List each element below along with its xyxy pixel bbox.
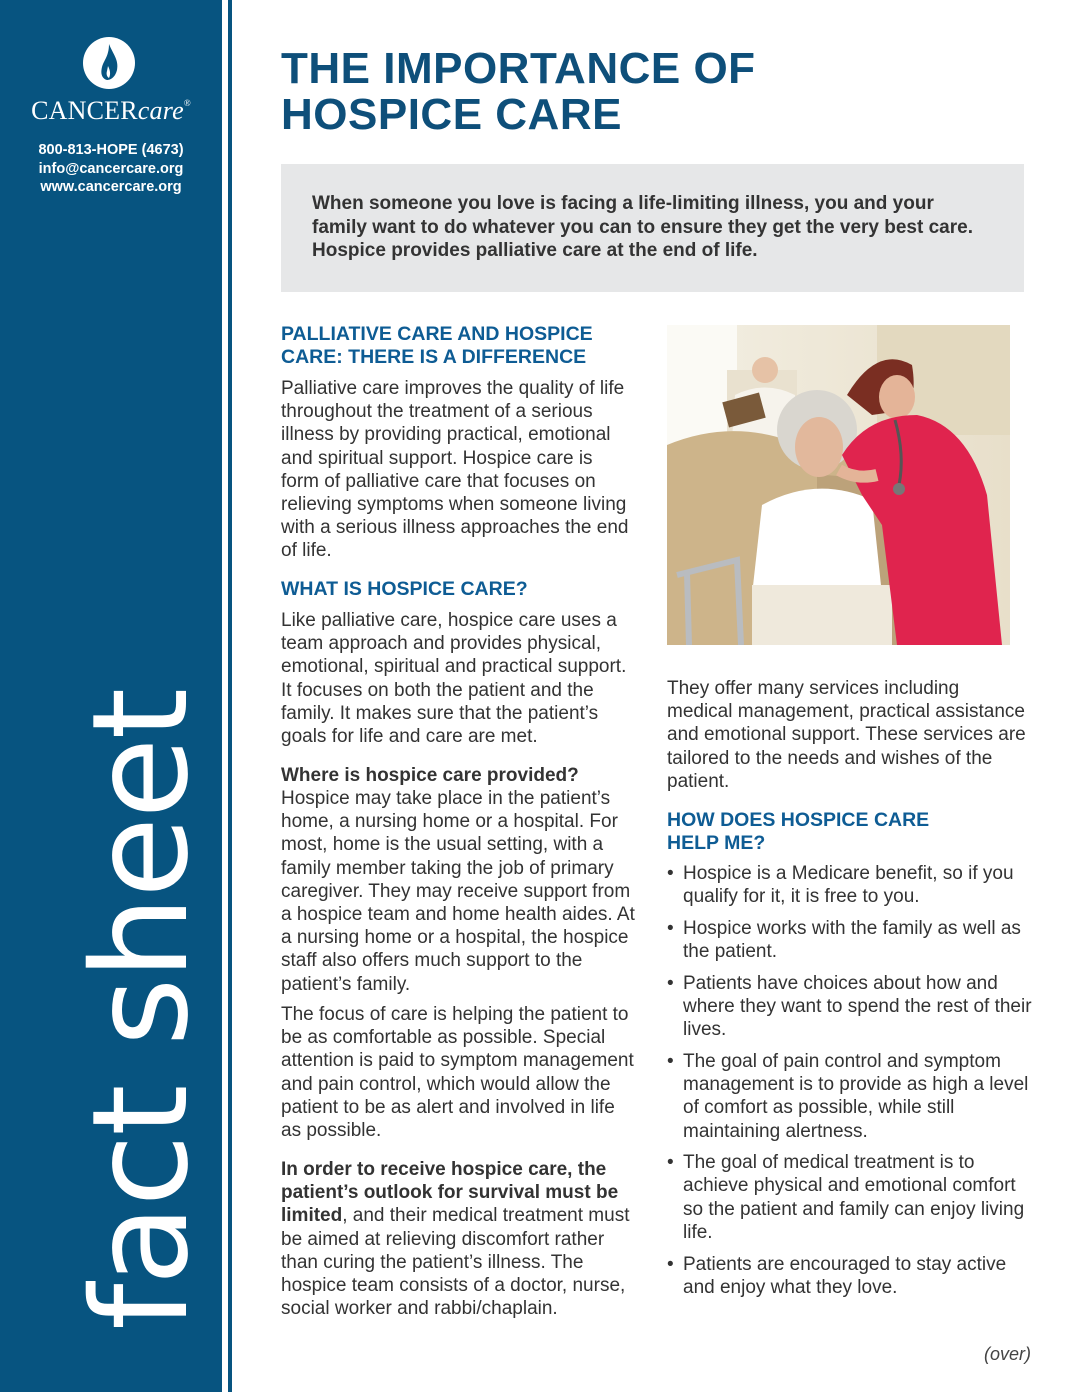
bullet-icon: • [667, 1152, 674, 1174]
flame-icon [82, 36, 136, 90]
heading-line: CARE: THERE IS A DIFFERENCE [281, 346, 587, 368]
sidebar-divider [228, 0, 232, 1392]
list-item-text: Hospice is a Medicare benefit, so if you qualify for it, it is free to you. [683, 863, 1014, 908]
list-item [667, 917, 1037, 963]
eligibility-body [281, 1158, 641, 1320]
intro-box [281, 164, 1024, 292]
heading-line: HELP ME? [667, 832, 766, 854]
intro-text: When someone you love is facing a life-limiting illness, you and your family want to do whatever you can to ensure they get the very best care. Hospice provides palliative care at the end of life. [312, 193, 973, 261]
where-body: Hospice may take place in the patient’s home, a nursing home or a hospital. For most, home is the usual setting, with a family member taking the job of primary caregiver. They may receive support from a hospice team and home health aides. At a nursing home or a hospital, the hospice staff also offers much support to the patient’s family. [281, 788, 635, 995]
bullet-icon: • [667, 917, 674, 939]
what-is-body: Like palliative care, hospice care uses a team approach and provides physical, emotional, spiritual and practical support. It focuses on both the patient and the family. It makes sure that the patient’s goals for life and care are met. [281, 610, 627, 748]
email-link[interactable]: info@cancercare.org [38, 161, 184, 177]
brand-logo [0, 96, 222, 126]
bullet-icon: • [667, 863, 674, 884]
list-item-text: Hospice works with the family as well as the patient. [683, 917, 1021, 963]
heading-line: HOW DOES HOSPICE CARE [667, 809, 930, 831]
bullet-icon: • [667, 1050, 674, 1072]
brand-prefix: CANCER [31, 96, 138, 125]
list-item [667, 862, 1037, 908]
section-heading-palliative [281, 323, 641, 369]
eligibility-rest: , and their medical treatment must be aimed at relieving discomfort rather than curing the patient’s illness. The hospice team consists of a doctor, nurse, social worker and rabbi/chaplain. [281, 1205, 630, 1320]
subheading-where: Where is hospice care provided? [281, 765, 579, 786]
list-item [667, 1253, 1037, 1299]
services-body: They offer many services including medical management, practical assistance and emotional support. These services are tailored to the needs and wishes of the patient. [667, 678, 1026, 792]
registered-mark: ® [183, 98, 191, 108]
section-heading-what-is: WHAT IS HOSPICE CARE? [281, 578, 528, 600]
palliative-body: Palliative care improves the quality of life throughout the treatment of a serious illness by providing practical, emotional and spiritual support. Hospice care is form of palliative care that focuses on relieving symptoms when someone living with a serious illness approaches the end of life. [281, 378, 629, 562]
list-item-text: Patients are encouraged to stay active and enjoy what they love. [683, 1253, 1007, 1298]
section-heading-how-help [667, 809, 1027, 855]
nurse-patient-photo [667, 325, 1010, 645]
benefits-list [667, 862, 1037, 1307]
list-item [667, 1050, 1037, 1143]
phone-number[interactable]: 800-813-HOPE (4673) [38, 142, 184, 158]
continued-over-note: (over) [984, 1344, 1032, 1364]
heading-line: PALLIATIVE CARE AND HOSPICE [281, 323, 593, 345]
bullet-icon: • [667, 972, 674, 994]
eligibility-bold: In order to receive hospice care, the patient’s outlook for survival must be limited [281, 1159, 619, 1227]
bullet-icon: • [667, 1253, 674, 1275]
list-item-text: The goal of pain control and symptom management is to provide as high a level of comfort as possible, while still maintaining alertness. [683, 1050, 1029, 1142]
title-line-1: THE IMPORTANCE OF [281, 44, 756, 93]
website-link[interactable]: www.cancercare.org [40, 179, 182, 195]
list-item-text: Patients have choices about how and where they want to spend the rest of their lives. [683, 972, 1032, 1041]
focus-body: The focus of care is helping the patient to be as comfortable as possible. Special attention is paid to symptom management and pain control, which would allow the patient to be as alert and involved in life as possible. [281, 1004, 634, 1142]
list-item [667, 972, 1037, 1042]
list-item [667, 1151, 1037, 1244]
title-line-2: HOSPICE CARE [281, 90, 622, 139]
fact-sheet-label: fact sheet [64, 689, 218, 1330]
page-title [281, 46, 1041, 138]
list-item-text: The goal of medical treatment is to achieve physical and emotional comfort so the patient and family can enjoy living life. [683, 1152, 1025, 1243]
brand-suffix: care [137, 96, 184, 125]
